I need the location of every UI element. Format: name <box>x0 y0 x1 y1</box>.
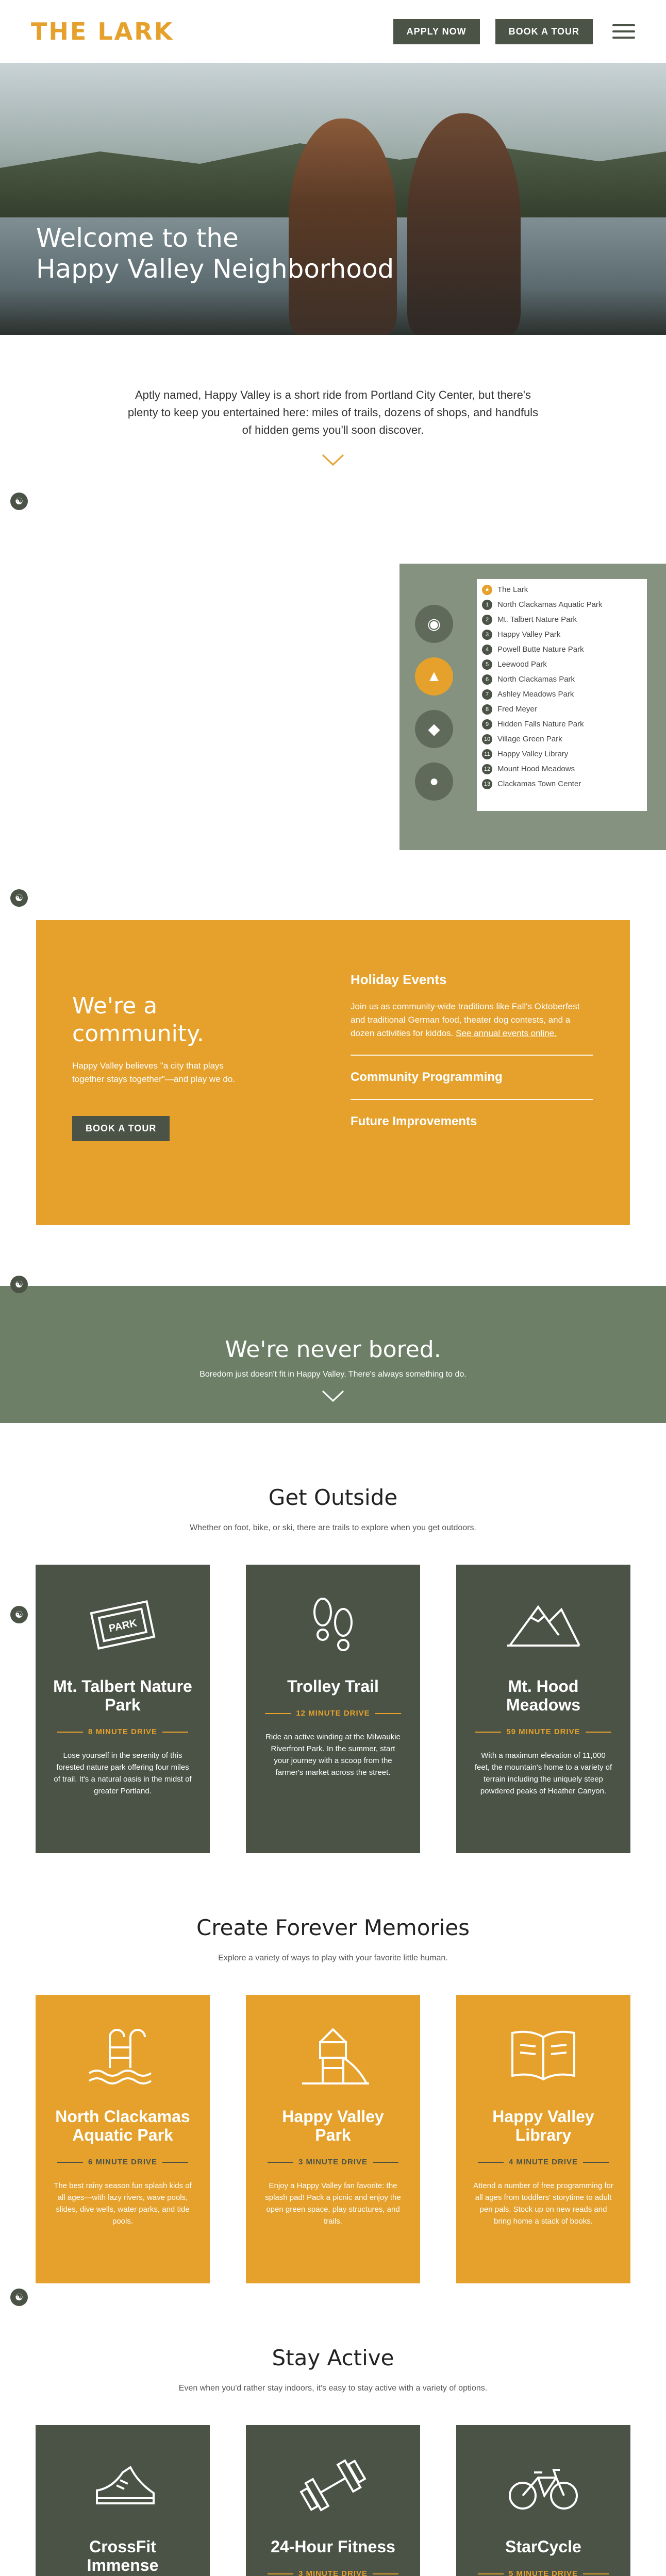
map-place-name: Ashley Meadows Park <box>497 690 574 699</box>
hero-title: Welcome to the Happy Valley Neighborhood <box>36 223 394 284</box>
map-marker-icon: 6 <box>482 674 492 685</box>
map-list-item[interactable] <box>482 597 642 612</box>
map-marker-icon: 4 <box>482 645 492 655</box>
bored-text: Boredom just doesn't fit in Happy Valley. There's always something to do. <box>199 1370 467 1379</box>
map-marker-icon: 5 <box>482 659 492 670</box>
map-place-name: Mount Hood Meadows <box>497 765 575 773</box>
divider <box>351 1055 593 1056</box>
apply-now-button[interactable]: APPLY NOW <box>393 19 480 44</box>
memories-section <box>0 1853 666 2283</box>
map-place-name: Happy Valley Park <box>497 630 561 639</box>
hero-image <box>0 63 666 335</box>
card-title: CrossFit Immense <box>87 2537 159 2574</box>
drive-time: 12 MINUTE DRIVE <box>265 1709 401 1718</box>
map-place-name: Fred Meyer <box>497 705 537 714</box>
card-text: Enjoy a Happy Valley fan favorite: the splash pad! Pack a picnic and enjoy the open green space, play structures, and trails. <box>265 2181 401 2226</box>
section-title: Get Outside <box>268 1485 398 1510</box>
drive-time: 8 MINUTE DRIVE <box>57 1727 188 1736</box>
book-tour-button[interactable]: BOOK A TOUR <box>495 19 593 44</box>
card-text: Attend a number of free programming for all ages from toddlers' storytime to adult pen pals. Stock up on new reads and bring home a stack of books. <box>473 2181 613 2226</box>
card-text: With a maximum elevation of 11,000 feet, the mountain's home to a variety of terrain including the uniquely steep powdered peaks of Heather Canyon. <box>474 1751 612 1795</box>
get-outside-section <box>0 1423 666 1853</box>
card-trolley-trail[interactable] <box>246 1565 420 1853</box>
section-title: Stay Active <box>272 2345 394 2370</box>
card-24-hour-fitness[interactable] <box>246 2425 420 2576</box>
map-list-item[interactable] <box>482 717 642 732</box>
divider <box>351 1099 593 1100</box>
map-section <box>0 487 666 889</box>
map-shopping-icon[interactable]: ◆ <box>415 710 453 748</box>
accessibility-icon[interactable]: ☯ <box>10 2289 28 2306</box>
map-category-buttons <box>415 605 453 801</box>
map-list-item[interactable] <box>482 747 642 761</box>
card-text: Lose yourself in the serenity of this forested nature park offering four miles of trail. It's a natural oasis in the midst of greater Portland. <box>54 1751 192 1795</box>
community-subtitle: Happy Valley believes "a city that plays together stays together"—and play we do. <box>72 1061 236 1084</box>
memories-cards <box>0 1995 666 2283</box>
bicycle-icon <box>502 2452 585 2519</box>
map-list-item[interactable] <box>482 657 642 672</box>
map-list-item[interactable] <box>482 702 642 717</box>
outside-cards <box>0 1565 666 1853</box>
intro-text: Aptly named, Happy Valley is a short ride from Portland City Center, but there's plenty to keep you entertained here: miles of trails, dozens of shops, and handfuls of hidden gems you'll soon discover. <box>127 388 539 436</box>
card-starcycle[interactable] <box>456 2425 630 2576</box>
card-title: Happy Valley Library <box>492 2107 594 2144</box>
community-title: We're a community. <box>72 993 204 1047</box>
map-list-item[interactable] <box>482 776 642 791</box>
map-marker-icon: 1 <box>482 600 492 610</box>
map-marker-icon: 11 <box>482 749 492 759</box>
map-list-item[interactable] <box>482 582 642 597</box>
header-actions <box>393 19 635 44</box>
card-crossfit[interactable] <box>36 2425 210 2576</box>
map-outdoors-icon[interactable]: ▲ <box>415 657 453 696</box>
card-text: The best rainy season fun splash kids of all ages—with lazy rivers, wave pools, slides, dive wells, water parks, and tide pools. <box>54 2181 192 2226</box>
map-place-name: Village Green Park <box>497 735 562 743</box>
map-place-name: Hidden Falls Nature Park <box>497 720 584 728</box>
card-title: Happy Valley Park <box>282 2107 384 2144</box>
map-place-name: Mt. Talbert Nature Park <box>497 615 577 624</box>
map-all-icon[interactable]: ◉ <box>415 605 453 643</box>
chevron-down-icon[interactable] <box>321 1389 345 1403</box>
mountains-icon <box>502 1591 585 1658</box>
accordion-future-improvements[interactable]: Future Improvements <box>351 1114 477 1128</box>
map-list-item[interactable] <box>482 642 642 657</box>
map-marker-icon: 7 <box>482 689 492 700</box>
map-place-name: North Clackamas Aquatic Park <box>497 600 603 609</box>
events-link[interactable]: See annual events online. <box>456 1028 557 1038</box>
menu-icon[interactable] <box>612 24 635 39</box>
bored-title: We're never bored. <box>225 1336 441 1363</box>
accessibility-icon[interactable]: ☯ <box>10 493 28 510</box>
card-mt-hood-meadows[interactable] <box>456 1565 630 1853</box>
map-marker-icon: 10 <box>482 734 492 744</box>
map-marker-icon: 12 <box>482 764 492 774</box>
map-list-item[interactable] <box>482 672 642 687</box>
community-panel <box>36 920 630 1225</box>
playground-icon <box>292 2022 374 2089</box>
drive-time: 3 MINUTE DRIVE <box>268 2569 398 2576</box>
card-text: Ride an active winding at the Milwaukie Riverfront Park. In the summer, start your journey with a scoop from the farmer's market across the street. <box>265 1733 401 1777</box>
card-title: North Clackamas Aquatic Park <box>55 2107 190 2144</box>
section-lead: Explore a variety of ways to play with your favorite little human. <box>218 1954 448 1962</box>
card-aquatic-park[interactable] <box>36 1995 210 2283</box>
running-shoe-icon <box>81 2452 164 2519</box>
map-ticket-icon <box>81 1591 164 1658</box>
map-list-item[interactable] <box>482 612 642 627</box>
map-list-item[interactable] <box>482 761 642 776</box>
holiday-events-text: Join us as community-wide traditions like Fall's Oktoberfest and traditional German food, theater dog contests, and a dozen activities for kiddos. See annual events online. <box>351 1002 580 1038</box>
map-marker-icon: 2 <box>482 615 492 625</box>
section-lead: Whether on foot, bike, or ski, there are trails to explore when you get outdoors. <box>190 1523 476 1532</box>
card-happy-valley-park[interactable] <box>246 1995 420 2283</box>
svg-text:PARK: PARK <box>108 1617 138 1635</box>
accordion-community-programming[interactable]: Community Programming <box>351 1070 503 1084</box>
map-place-name: North Clackamas Park <box>497 675 575 684</box>
map-place-name: Happy Valley Library <box>497 750 569 758</box>
pool-ladder-icon <box>81 2022 164 2089</box>
map-marker-icon: ★ <box>482 585 492 595</box>
community-accordion <box>351 972 593 1129</box>
map-list-item[interactable] <box>482 627 642 642</box>
dumbbell-icon <box>292 2452 374 2519</box>
logo[interactable]: THE LARK <box>31 18 174 45</box>
card-title: Mt. Talbert Nature Park <box>53 1677 192 1714</box>
site-header <box>0 0 666 63</box>
active-cards <box>0 2425 666 2576</box>
drive-time: 5 MINUTE DRIVE <box>478 2569 609 2576</box>
drive-time: 3 MINUTE DRIVE <box>268 2158 398 2166</box>
chevron-down-icon[interactable] <box>321 453 345 467</box>
card-title: Trolley Trail <box>287 1677 379 1696</box>
accessibility-icon[interactable]: ☯ <box>10 889 28 907</box>
footprints-icon <box>292 1591 374 1658</box>
map-marker-icon: 13 <box>482 779 492 789</box>
open-book-icon <box>502 2022 585 2089</box>
card-title: StarCycle <box>505 2537 581 2556</box>
accordion-holiday-events[interactable]: Holiday Events <box>351 972 447 987</box>
card-mt-talbert[interactable] <box>36 1565 210 1853</box>
community-book-tour-button[interactable]: BOOK A TOUR <box>72 1116 170 1141</box>
section-lead: Even when you'd rather stay indoors, it's easy to stay active with a variety of options. <box>178 2384 488 2393</box>
drive-time: 4 MINUTE DRIVE <box>478 2158 609 2166</box>
never-bored-banner <box>0 1279 666 1423</box>
map-place-name: Powell Butte Nature Park <box>497 645 584 654</box>
card-happy-valley-library[interactable] <box>456 1995 630 2283</box>
accessibility-icon[interactable]: ☯ <box>10 1606 28 1623</box>
map-marker-icon: 9 <box>482 719 492 730</box>
map-place-name: Clackamas Town Center <box>497 779 581 788</box>
intro-section <box>0 335 666 487</box>
stay-active-section <box>0 2283 666 2576</box>
map-panel <box>399 564 666 850</box>
drive-time: 6 MINUTE DRIVE <box>57 2158 188 2166</box>
map-dining-icon[interactable]: ● <box>415 762 453 801</box>
hero-person <box>407 113 521 335</box>
map-place-name: The Lark <box>497 585 528 594</box>
card-title: 24-Hour Fitness <box>271 2537 395 2556</box>
community-section <box>0 889 666 1286</box>
card-title: Mt. Hood Meadows <box>506 1677 581 1714</box>
map-marker-icon: 8 <box>482 704 492 715</box>
drive-time: 59 MINUTE DRIVE <box>475 1727 611 1736</box>
map-list-item[interactable] <box>482 687 642 702</box>
map-marker-icon: 3 <box>482 630 492 640</box>
map-place-name: Leewood Park <box>497 660 547 669</box>
map-list-item[interactable] <box>482 732 642 747</box>
map-place-list <box>477 579 647 811</box>
section-title: Create Forever Memories <box>196 1915 470 1940</box>
accessibility-icon[interactable]: ☯ <box>10 1276 28 1293</box>
